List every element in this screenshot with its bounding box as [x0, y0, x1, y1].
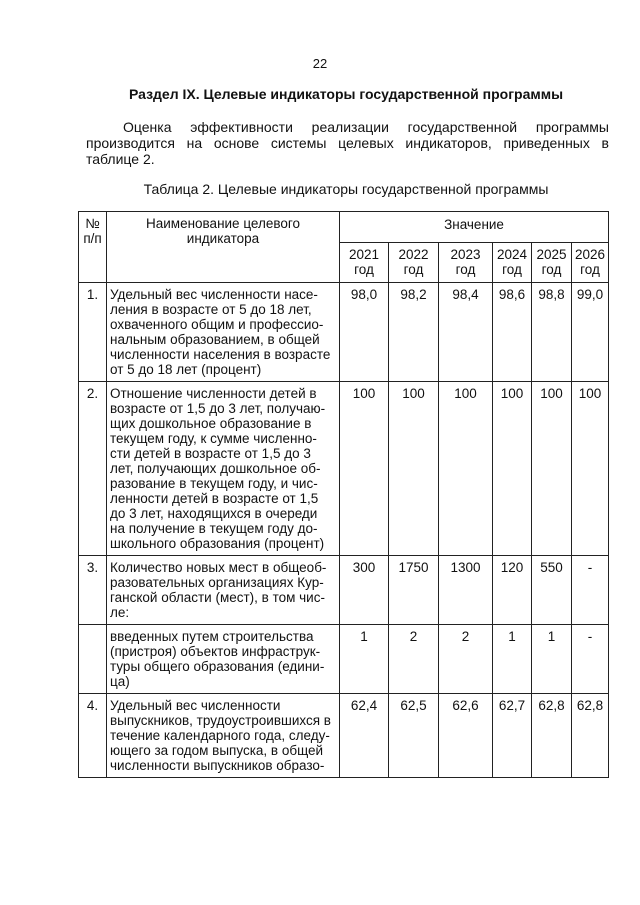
indicator-value: 98,4: [439, 283, 493, 382]
indicator-name-line: на получение в текущем году до-: [110, 521, 318, 536]
indicator-name-line: Удельный вес численности насе-: [110, 287, 318, 302]
indicator-value: 2: [389, 625, 439, 694]
indicator-value: 1750: [389, 556, 439, 625]
indicator-value: 100: [493, 382, 532, 556]
row-number: 4.: [79, 694, 107, 778]
indicator-value: 62,8: [532, 694, 572, 778]
intro-word: эффективности: [190, 119, 293, 135]
year-label: 2021: [348, 247, 380, 262]
table-row: [79, 382, 609, 556]
year-unit: год: [455, 262, 476, 277]
column-header-year: [532, 243, 572, 283]
indicator-name: [107, 283, 340, 382]
indicator-value: 62,6: [439, 694, 493, 778]
column-header-year: [572, 243, 609, 283]
intro-paragraph: [86, 119, 609, 167]
indicator-name-line: ления в возрасте от 5 до 18 лет,: [110, 302, 312, 317]
intro-word: государственной: [407, 119, 518, 135]
table-row: [79, 694, 609, 778]
indicator-name-line: выпускников, трудоустроившихся в: [110, 713, 331, 728]
indicator-value: 99,0: [572, 283, 609, 382]
indicator-name-line: течение календарного года, следу-: [110, 728, 330, 743]
table-row: [79, 556, 609, 625]
indicator-name-line: ленности детей в возрасте от 1,5: [110, 491, 319, 506]
indicator-value: 1: [493, 625, 532, 694]
indicator-name-line: Количество новых мест в общеоб-: [110, 560, 327, 575]
indicator-value: 100: [340, 382, 389, 556]
intro-word: программы: [535, 119, 609, 135]
indicator-name-line: Отношение численности детей в: [110, 386, 317, 401]
indicator-name-line: текущем году, к сумме численно-: [110, 431, 317, 446]
indicator-name-line: до 3 лет, находящихся в очереди: [110, 506, 318, 521]
indicator-value: -: [572, 625, 609, 694]
indicator-name: [107, 556, 340, 625]
column-header-year: [439, 243, 493, 283]
section-title: Раздел IX. Целевые индикаторы государственной программы: [128, 86, 564, 102]
indicator-name-line: сти детей в возрасте от 1,5 до 3: [110, 446, 311, 461]
indicator-name-line: охваченного общим и профессио-: [110, 317, 324, 332]
indicator-name-line: от 5 до 18 лет (процент): [110, 362, 262, 377]
indicator-value: 62,8: [572, 694, 609, 778]
indicator-name-line: школьного образования (процент): [110, 536, 325, 551]
intro-word: целевых: [338, 135, 394, 151]
indicator-name-line: (пристроя) объектов инфраструк-: [110, 644, 321, 659]
indicator-value: -: [572, 556, 609, 625]
intro-word: реализации: [311, 119, 389, 135]
indicator-name-line: щих дошкольное образование в: [110, 416, 312, 431]
row-number: 2.: [79, 382, 107, 556]
indicators-table: [78, 211, 609, 778]
indicator-name-line: ющего за годом выпуска, в общей: [110, 743, 324, 758]
intro-line: [86, 119, 609, 135]
intro-word: системы: [270, 135, 327, 151]
indicator-value: 1: [340, 625, 389, 694]
intro-word: таблице 2.: [86, 151, 155, 167]
intro-line: [86, 135, 609, 151]
indicator-name-line: лет, получающих дошкольное об-: [110, 461, 321, 476]
indicator-name-line: Удельный вес численности: [110, 698, 281, 713]
intro-word: производится: [86, 135, 175, 151]
year-unit: год: [541, 262, 562, 277]
year-label: 2026: [574, 247, 606, 262]
indicator-name-line: ле:: [110, 605, 130, 620]
indicator-value: 98,2: [389, 283, 439, 382]
intro-word: приведенных: [503, 135, 590, 151]
indicator-value: 100: [532, 382, 572, 556]
indicator-value: 62,7: [493, 694, 532, 778]
indicator-name-line: введенных путем строительства: [110, 629, 314, 644]
indicator-name-line: ца): [110, 674, 130, 689]
indicator-value: 300: [340, 556, 389, 625]
intro-word: на: [186, 135, 203, 151]
indicator-value: 550: [532, 556, 572, 625]
indicator-name-line: разование в текущем году, и чис-: [110, 476, 318, 491]
column-header-value: Значение: [340, 212, 609, 243]
indicator-name: [107, 382, 340, 556]
table-row: [79, 625, 609, 694]
intro-word: индикаторов,: [405, 135, 492, 151]
intro-line: [86, 151, 609, 167]
indicator-value: 98,6: [493, 283, 532, 382]
indicator-name-line: нальным образованием, в общей: [110, 332, 320, 347]
column-header-number: № п/п: [79, 212, 107, 283]
row-number: 1.: [79, 283, 107, 382]
year-label: 2023: [450, 247, 481, 262]
indicator-value: 1: [532, 625, 572, 694]
year-unit: год: [354, 262, 374, 277]
indicator-value: 2: [439, 625, 493, 694]
indicator-value: 98,0: [340, 283, 389, 382]
column-header-year: [493, 243, 532, 283]
intro-word: в: [601, 135, 609, 151]
indicator-name-line: численности выпускников образо-: [110, 758, 325, 773]
table-row: [79, 283, 609, 382]
indicator-name-line: разовательных организациях Кур-: [110, 575, 324, 590]
year-unit: год: [580, 262, 600, 277]
indicator-name: [107, 694, 340, 778]
indicator-value: 1300: [439, 556, 493, 625]
indicator-value: 62,4: [340, 694, 389, 778]
column-header-year: [340, 243, 389, 283]
indicator-value: 98,8: [532, 283, 572, 382]
indicator-name-line: ганской области (мест), в том чис-: [110, 590, 325, 605]
indicator-value: 120: [493, 556, 532, 625]
year-unit: год: [403, 262, 424, 277]
indicator-value: 100: [439, 382, 493, 556]
indicator-name-line: туры общего образования (едини-: [110, 659, 325, 674]
row-number: 3.: [79, 556, 107, 625]
year-label: 2024: [496, 247, 528, 262]
row-number: [79, 625, 107, 694]
indicator-name: [107, 625, 340, 694]
column-header-indicator-name: Наименование целевого индикатора: [107, 212, 340, 283]
indicator-name-line: численности населения в возрасте: [110, 347, 331, 362]
year-unit: год: [502, 262, 522, 277]
intro-word: Оценка: [123, 119, 172, 135]
year-label: 2022: [398, 247, 429, 262]
indicator-value: 100: [572, 382, 609, 556]
indicator-value: 62,5: [389, 694, 439, 778]
year-label: 2025: [536, 247, 567, 262]
indicator-name-line: возрасте от 1,5 до 3 лет, получаю-: [110, 401, 326, 416]
intro-word: основе: [213, 135, 260, 151]
column-header-year: [389, 243, 439, 283]
page-number: 22: [312, 56, 328, 71]
indicator-value: 100: [389, 382, 439, 556]
table-caption: Таблица 2. Целевые индикаторы государственной программы: [143, 181, 549, 197]
